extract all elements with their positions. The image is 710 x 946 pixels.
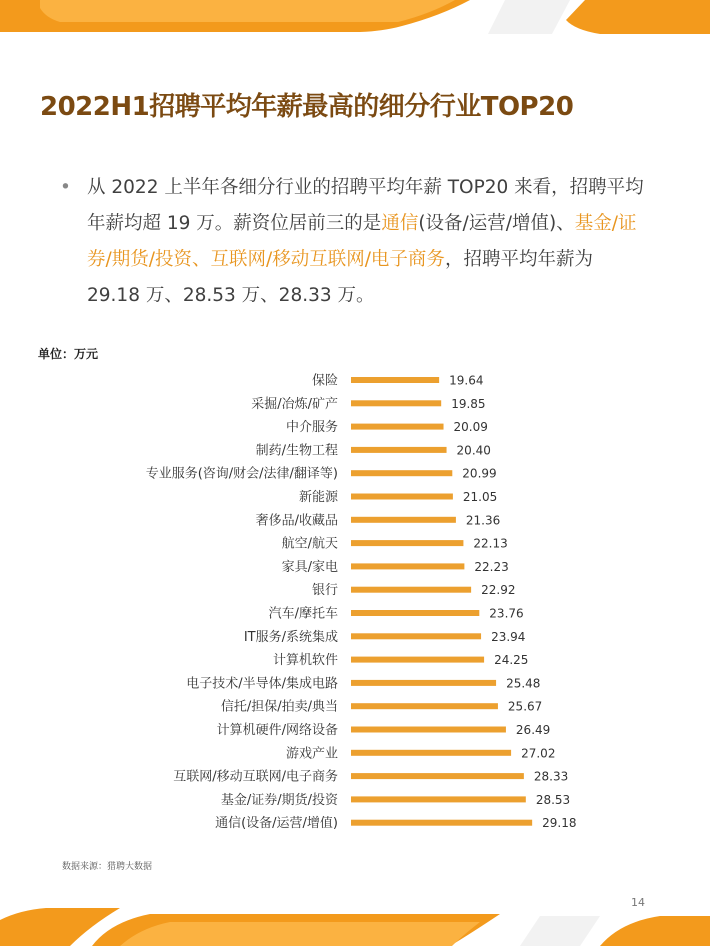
chart-unit-label: 单位：万元 bbox=[38, 347, 99, 361]
summary-intro: 从 2022 上半年各细分行业的招聘平均年薪 TOP20 来看，招聘平均年薪均超 19 万。薪资位居前三的是 bbox=[87, 177, 644, 234]
summary-bullet bbox=[60, 170, 650, 314]
value-label: 28.33 bbox=[533, 769, 569, 784]
category-label: 汽车/摩托车 bbox=[268, 606, 338, 622]
bar bbox=[351, 540, 463, 546]
bar bbox=[351, 633, 481, 639]
category-label: 制药/生物工程 bbox=[255, 443, 338, 459]
bar bbox=[351, 750, 511, 756]
category-label: 专业服务(咨询/财会/法律/翻译等) bbox=[145, 466, 338, 482]
value-label: 19.64 bbox=[449, 373, 484, 388]
category-label: 电子技术/半导体/集成电路 bbox=[186, 676, 338, 692]
value-label: 21.05 bbox=[462, 490, 498, 504]
bar bbox=[351, 703, 498, 709]
value-label: 22.13 bbox=[473, 536, 508, 551]
category-label: 游戏产业 bbox=[285, 746, 338, 762]
salary-bar-chart-svg bbox=[0, 368, 710, 838]
bottom-decoration-banner bbox=[0, 906, 710, 946]
value-label: 20.09 bbox=[453, 420, 488, 435]
bar bbox=[351, 587, 471, 593]
value-label: 20.40 bbox=[456, 443, 491, 458]
value-label: 23.76 bbox=[489, 606, 524, 621]
page-number: 14 bbox=[631, 896, 645, 909]
bar bbox=[351, 563, 464, 569]
bar bbox=[351, 610, 479, 616]
page-title: 2022H1招聘平均年薪最高的细分行业TOP20 bbox=[40, 92, 574, 122]
bar bbox=[351, 400, 441, 406]
category-label: 计算机软件 bbox=[272, 653, 338, 669]
bar bbox=[351, 470, 452, 476]
summary-highlight-finance-internet: 基金/证券/期货/投资、互联网/移动互联网/电子商务 bbox=[87, 213, 637, 270]
bar bbox=[351, 377, 439, 383]
bar bbox=[351, 657, 484, 663]
category-label: 家具/家电 bbox=[281, 559, 338, 575]
category-label: 航空/航天 bbox=[281, 536, 338, 552]
category-label: 银行 bbox=[311, 583, 338, 599]
category-label: 计算机硬件/网络设备 bbox=[216, 723, 338, 738]
value-label: 23.94 bbox=[491, 629, 526, 644]
value-label: 26.49 bbox=[515, 723, 551, 737]
bar bbox=[351, 447, 447, 453]
summary-outro: ，招聘平均年薪为 29.18 万、28.53 万、28.33 万。 bbox=[87, 249, 593, 306]
category-label: 奢侈品/收藏品 bbox=[255, 513, 338, 529]
value-label: 28.53 bbox=[535, 792, 571, 807]
category-label: 中介服务 bbox=[285, 420, 338, 436]
category-label: 基金/证券/期货/投资 bbox=[220, 792, 338, 808]
value-label: 27.02 bbox=[521, 746, 556, 761]
value-label: 22.23 bbox=[474, 559, 509, 574]
category-label: 新能源 bbox=[298, 490, 338, 505]
category-label: 保险 bbox=[311, 373, 338, 389]
category-label: 互联网/移动互联网/电子商务 bbox=[173, 769, 338, 785]
value-label: 20.99 bbox=[462, 466, 497, 481]
salary-bar-chart bbox=[0, 368, 710, 838]
value-label: 25.67 bbox=[507, 699, 543, 714]
value-label: 22.92 bbox=[481, 583, 516, 598]
summary-highlight-telecom: 通信 bbox=[381, 213, 419, 234]
bar bbox=[351, 494, 453, 500]
bar bbox=[351, 773, 524, 779]
category-label: 通信(设备/运营/增值) bbox=[215, 816, 338, 832]
data-source: 数据来源：猎聘大数据 bbox=[62, 862, 153, 872]
value-label: 19.85 bbox=[451, 396, 486, 411]
category-label: 采掘/冶炼/矿产 bbox=[251, 396, 338, 412]
category-label: IT服务/系统集成 bbox=[243, 629, 338, 645]
bullet-marker: • bbox=[60, 177, 71, 198]
value-label: 25.48 bbox=[506, 676, 541, 691]
bar bbox=[351, 680, 496, 686]
bar bbox=[351, 517, 456, 523]
summary-text bbox=[87, 170, 650, 314]
bar bbox=[351, 727, 506, 733]
bar bbox=[351, 424, 444, 430]
value-label: 29.18 bbox=[542, 816, 577, 831]
summary-mid: (设备/运营/增值)、 bbox=[418, 213, 575, 234]
bar bbox=[351, 820, 532, 826]
top-decoration-banner bbox=[0, 0, 710, 36]
bar bbox=[351, 796, 526, 802]
value-label: 21.36 bbox=[465, 513, 501, 528]
value-label: 24.25 bbox=[494, 653, 529, 668]
category-label: 信托/担保/拍卖/典当 bbox=[220, 699, 338, 715]
